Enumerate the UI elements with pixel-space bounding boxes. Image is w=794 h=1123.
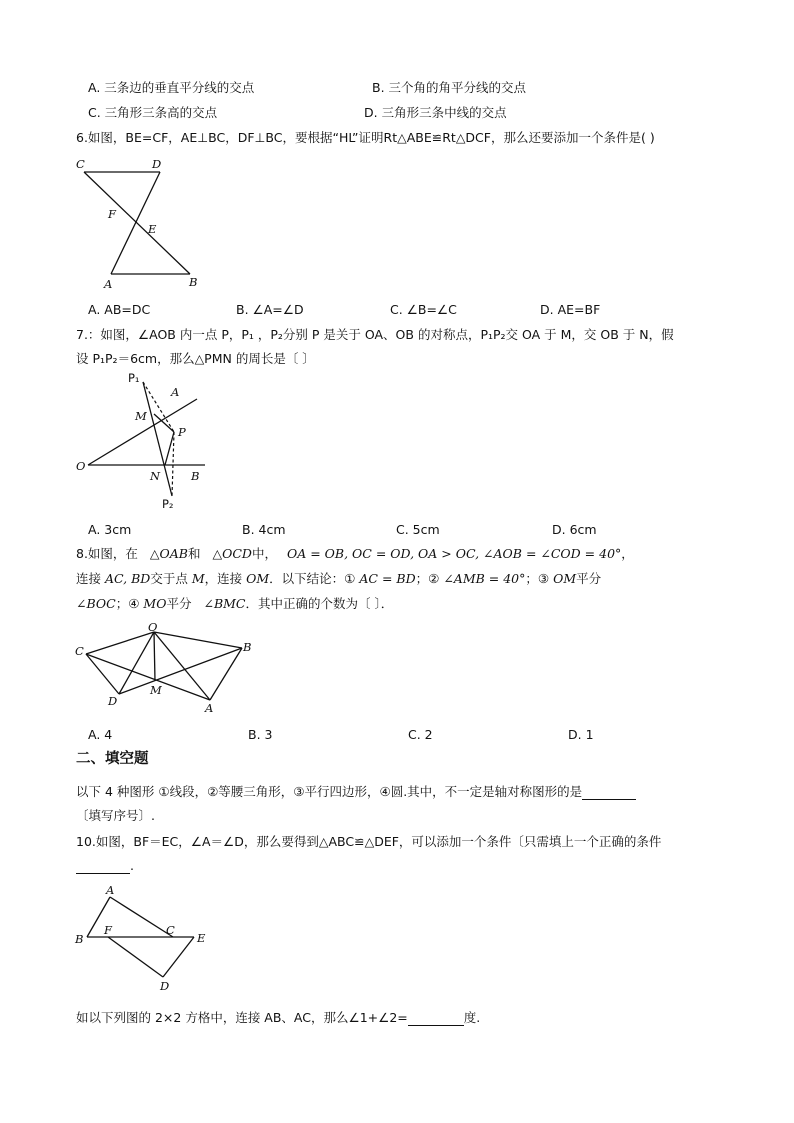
q7-option-a: A. 3cm <box>88 522 132 537</box>
q8-label-o: O <box>148 620 158 634</box>
q7-stem-line2: 设 P₁P₂＝6cm，那么△PMN 的周长是〔 〕 <box>76 351 315 366</box>
q7-label-n: N <box>150 469 161 483</box>
q7-label-m: M <box>135 409 147 423</box>
q7-option-d: D. 6cm <box>552 522 597 537</box>
q8-option-d: D. 1 <box>568 727 594 742</box>
q8-label-c: C <box>75 644 84 658</box>
q11-answer-blank[interactable] <box>408 1011 464 1026</box>
q6-label-d: D <box>152 157 162 171</box>
q10-stem-line2: . <box>76 858 134 874</box>
q7-label-p2: P₂ <box>162 497 174 511</box>
q8-label-b: B <box>243 640 252 654</box>
q7-label-b: B <box>191 469 200 483</box>
q7-option-b: B. 4cm <box>242 522 286 537</box>
q6-label-e: E <box>148 222 157 236</box>
q6-option-b: B. ∠A=∠D <box>236 302 304 317</box>
q6-stem: 6.如图，BE=CF，AE⊥BC，DF⊥BC，要根据“HL”证明Rt△ABE≌Rt△DCF，那么还要添加一个条件是( ) <box>76 130 655 145</box>
q9-stem-line2: 〔填写序号〕. <box>76 808 155 823</box>
q7-label-p: P <box>178 425 186 439</box>
q8-label-a: A <box>205 701 214 715</box>
q7-option-c: C. 5cm <box>396 522 440 537</box>
q6-label-f: F <box>108 207 116 221</box>
q10-stem-line1: 10.如图，BF＝EC，∠A＝∠D，那么要得到△ABC≌△DEF，可以添加一个条件〔只需填上一个正确的条件 <box>76 834 662 849</box>
q5-option-b: B. 三个角的角平分线的交点 <box>372 80 527 95</box>
q10-label-c: C <box>166 923 175 937</box>
q6-label-a: A <box>104 277 113 291</box>
q7-label-a: A <box>171 385 180 399</box>
q8-option-b: B. 3 <box>248 727 273 742</box>
q8-stem-line1: 8.如图，在 △OAB和 △OCD中， OA = OB, OC = OD, OA > OC, ∠AOB = ∠COD = 40°， <box>76 546 634 561</box>
q6-label-b: B <box>189 275 198 289</box>
q10-label-a: A <box>106 883 115 897</box>
q11-stem: 如以下列图的 2×2 方格中，连接 AB、AC，那么∠1+∠2= 度. <box>76 1010 481 1025</box>
q6-label-c: C <box>76 157 85 171</box>
q8-option-c: C. 2 <box>408 727 433 742</box>
q8-stem-line2: 连接 AC, BD交于点 M，连接 OM．以下结论：① AC = BD；② ∠AMB = 40°；③ OM平分 <box>76 571 602 586</box>
q6-option-c: C. ∠B=∠C <box>390 302 457 317</box>
q7-label-o: O <box>76 459 86 473</box>
q9-stem-line1: 以下 4 种图形 ①线段，②等腰三角形，③平行四边形，④圆.其中，不一定是轴对称图形的是 <box>76 784 636 800</box>
q10-label-d: D <box>160 979 170 993</box>
q10-label-f: F <box>104 923 112 937</box>
q8-option-a: A. 4 <box>88 727 113 742</box>
q5-option-c: C. 三角形三条高的交点 <box>88 105 218 120</box>
q7-stem-line1: 7.：如图，∠AOB 内一点 P，P₁ ，P₂分别 P 是关于 OA、OB 的对称点，P₁P₂交 OA 于 M，交 OB 于 N，假 <box>76 327 674 342</box>
q7-label-p1: P₁ <box>128 371 140 385</box>
q5-option-a: A. 三条边的垂直平分线的交点 <box>88 80 255 95</box>
q10-label-b: B <box>75 932 84 946</box>
q8-stem-line3: ∠BOC；④ MO平分 ∠BMC．其中正确的个数为〔 〕． <box>76 596 394 611</box>
q6-option-a: A. AB=DC <box>88 302 151 317</box>
q6-option-d: D. AE=BF <box>540 302 601 317</box>
q8-label-m: M <box>150 683 162 697</box>
q5-option-d: D. 三角形三条中线的交点 <box>364 105 507 120</box>
q8-label-d: D <box>108 694 118 708</box>
q10-label-e: E <box>197 931 206 945</box>
section-title: 二、填空题 <box>76 751 149 767</box>
